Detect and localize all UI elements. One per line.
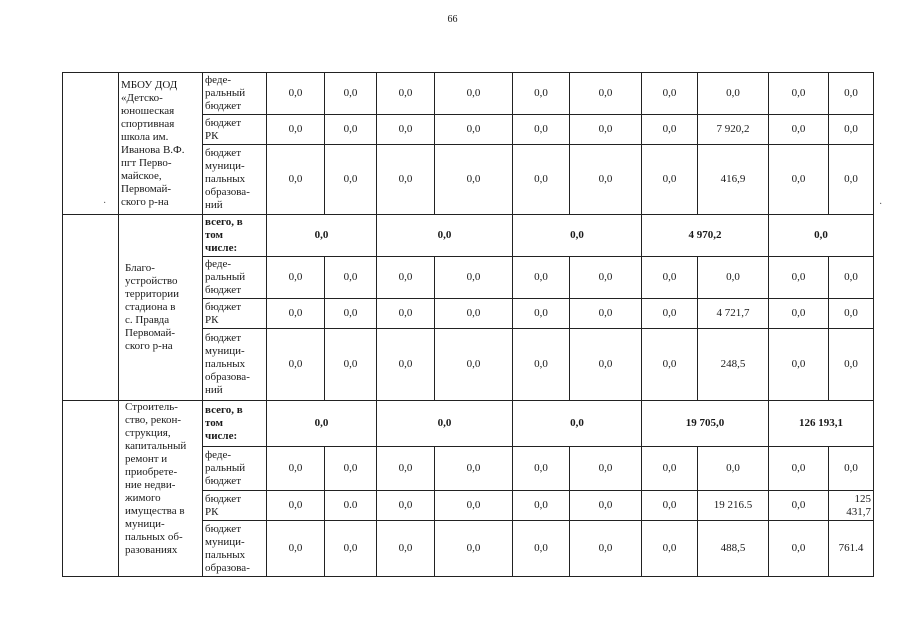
page-number: 66 — [447, 14, 458, 25]
funding-source: бюджет муници- пальных образова- ний — [203, 329, 267, 401]
table-row — [63, 401, 874, 447]
funding-source: феде- ральный бюджет — [203, 73, 267, 115]
amount-cell: 0,0 — [435, 491, 513, 521]
amount-cell: 0,0 — [377, 521, 435, 577]
organization-name: Благо- устройство территории стадиона в с. Правда Первомай- ского р-на — [119, 215, 203, 401]
amount-cell: 0,0 — [698, 447, 769, 491]
amount-cell: 0,0 — [698, 257, 769, 299]
amount-cell: 0,0 — [570, 115, 642, 145]
scan-speck: · — [879, 199, 883, 210]
funding-source: бюджет муници- пальных образова- — [203, 521, 267, 577]
empty-number-cell — [63, 215, 119, 401]
amount-cell: 0,0 — [570, 329, 642, 401]
amount-cell: 0,0 — [769, 73, 829, 115]
amount-cell: 0,0 — [570, 73, 642, 115]
total-value: 0,0 — [267, 401, 377, 447]
funding-source: феде- ральный бюджет — [203, 257, 267, 299]
amount-cell: 0,0 — [642, 145, 698, 215]
total-value: 0,0 — [513, 401, 642, 447]
amount-cell: 0,0 — [325, 115, 377, 145]
total-value: 0,0 — [513, 215, 642, 257]
amount-cell: 248,5 — [698, 329, 769, 401]
amount-cell: 0,0 — [642, 447, 698, 491]
amount-cell: 0.0 — [325, 491, 377, 521]
amount-cell: 488,5 — [698, 521, 769, 577]
amount-cell: 0,0 — [325, 329, 377, 401]
amount-cell: 0,0 — [435, 447, 513, 491]
amount-cell: 0,0 — [769, 329, 829, 401]
amount-cell: 0,0 — [267, 145, 325, 215]
total-value: 0,0 — [267, 215, 377, 257]
total-value: 0,0 — [769, 215, 874, 257]
budget-table — [62, 72, 874, 577]
amount-cell: 0,0 — [325, 73, 377, 115]
funding-source: бюджет РК — [203, 491, 267, 521]
amount-cell: 0,0 — [325, 257, 377, 299]
amount-cell: 0,0 — [325, 447, 377, 491]
amount-cell: 0,0 — [267, 115, 325, 145]
amount-cell: 0,0 — [570, 521, 642, 577]
amount-cell: 0,0 — [435, 115, 513, 145]
amount-cell: 0,0 — [570, 145, 642, 215]
amount-cell: 0,0 — [513, 491, 570, 521]
funding-source: бюджет РК — [203, 299, 267, 329]
amount-cell: 19 216.5 — [698, 491, 769, 521]
amount-cell: 0,0 — [698, 73, 769, 115]
amount-cell: 0,0 — [267, 299, 325, 329]
amount-cell: 0,0 — [377, 145, 435, 215]
total-value: 4 970,2 — [642, 215, 769, 257]
amount-cell: 0,0 — [435, 73, 513, 115]
amount-cell: 0,0 — [829, 145, 874, 215]
amount-cell: 0,0 — [513, 115, 570, 145]
amount-cell: 0,0 — [377, 299, 435, 329]
organization-name: Строитель- ство, рекон- струкция, капитальный ремонт и приобрете- ние недви- жимого имущества в муници- пальных об- разованиях — [119, 401, 203, 577]
empty-number-cell — [63, 73, 119, 215]
amount-cell: 0,0 — [513, 257, 570, 299]
amount-cell: 0,0 — [642, 491, 698, 521]
amount-cell: 0,0 — [642, 329, 698, 401]
amount-cell: 0,0 — [435, 521, 513, 577]
amount-cell: 0,0 — [829, 299, 874, 329]
amount-cell: 0,0 — [513, 299, 570, 329]
amount-cell: 0,0 — [325, 521, 377, 577]
amount-cell: 0,0 — [435, 329, 513, 401]
amount-cell: 0,0 — [642, 257, 698, 299]
amount-cell: 0,0 — [570, 257, 642, 299]
amount-cell: 0,0 — [769, 145, 829, 215]
amount-cell: 0,0 — [435, 299, 513, 329]
funding-source: феде- ральный бюджет — [203, 447, 267, 491]
total-value: 126 193,1 — [769, 401, 874, 447]
amount-cell: 0,0 — [267, 447, 325, 491]
funding-source: бюджет муници- пальных образова- ний — [203, 145, 267, 215]
table-row — [63, 73, 874, 115]
amount-cell: 416,9 — [698, 145, 769, 215]
amount-cell: 0,0 — [267, 257, 325, 299]
amount-cell: 0,0 — [829, 73, 874, 115]
total-value: 19 705,0 — [642, 401, 769, 447]
amount-cell: 0,0 — [377, 491, 435, 521]
amount-cell: 0,0 — [829, 115, 874, 145]
total-label: всего, в том числе: — [203, 401, 267, 447]
table-body — [63, 73, 874, 577]
amount-cell: 0,0 — [267, 521, 325, 577]
amount-cell: 0,0 — [642, 73, 698, 115]
amount-cell: 0,0 — [513, 447, 570, 491]
amount-cell: 0,0 — [377, 447, 435, 491]
amount-cell: 0,0 — [435, 257, 513, 299]
amount-cell: 0,0 — [325, 145, 377, 215]
total-label: всего, в том числе: — [203, 215, 267, 257]
amount-cell: 0,0 — [513, 145, 570, 215]
amount-cell: 0,0 — [829, 447, 874, 491]
scan-speck: · — [103, 198, 107, 209]
table-row — [63, 215, 874, 257]
amount-cell: 0,0 — [570, 447, 642, 491]
total-value: 0,0 — [377, 215, 513, 257]
amount-cell: 7 920,2 — [698, 115, 769, 145]
amount-cell: 0,0 — [769, 257, 829, 299]
total-value: 0,0 — [377, 401, 513, 447]
funding-source: бюджет РК — [203, 115, 267, 145]
amount-cell: 0,0 — [570, 491, 642, 521]
amount-cell: 0,0 — [325, 299, 377, 329]
amount-cell: 0,0 — [513, 73, 570, 115]
amount-cell: 761.4 — [829, 521, 874, 577]
amount-cell: 0,0 — [769, 115, 829, 145]
amount-cell: 0,0 — [267, 491, 325, 521]
amount-cell: 0,0 — [642, 115, 698, 145]
amount-cell: 0,0 — [435, 145, 513, 215]
empty-number-cell — [63, 401, 119, 577]
amount-cell: 0,0 — [513, 521, 570, 577]
organization-name: МБОУ ДОД «Детско- юношеская спортивная школа им. Иванова В.Ф. пгт Перво- майское, Первомай- ского р-на — [119, 73, 203, 215]
amount-cell: 0,0 — [769, 521, 829, 577]
amount-cell: 0,0 — [513, 329, 570, 401]
amount-cell: 0,0 — [377, 73, 435, 115]
amount-cell: 0,0 — [377, 257, 435, 299]
amount-cell: 4 721,7 — [698, 299, 769, 329]
amount-cell: 0,0 — [377, 115, 435, 145]
amount-cell: 0,0 — [570, 299, 642, 329]
amount-cell: 0,0 — [829, 257, 874, 299]
amount-cell: 0,0 — [267, 329, 325, 401]
amount-cell: 0,0 — [769, 491, 829, 521]
amount-cell: 0,0 — [829, 329, 874, 401]
amount-cell: 0,0 — [642, 299, 698, 329]
amount-cell: 125 431,7 — [829, 491, 874, 521]
amount-cell: 0,0 — [377, 329, 435, 401]
amount-cell: 0,0 — [267, 73, 325, 115]
amount-cell: 0,0 — [769, 447, 829, 491]
amount-cell: 0,0 — [769, 299, 829, 329]
amount-cell: 0,0 — [642, 521, 698, 577]
